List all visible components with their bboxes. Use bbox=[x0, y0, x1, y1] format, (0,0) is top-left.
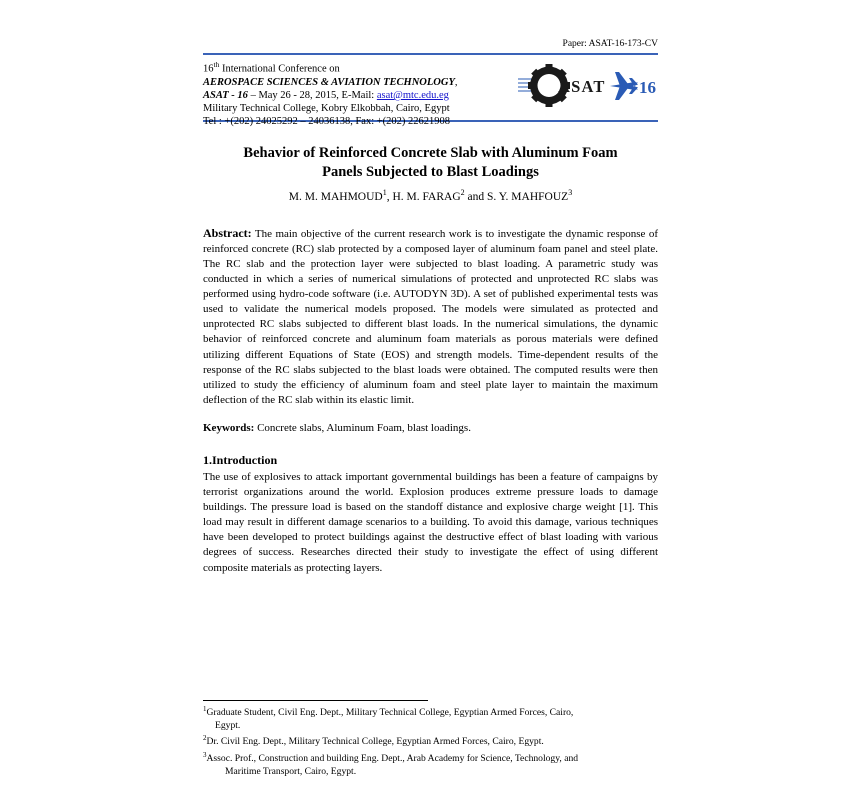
email-link[interactable]: asat@mtc.edu.eg bbox=[376, 89, 449, 101]
author-1-affil-marker: 1 bbox=[382, 188, 387, 197]
keywords-text: Concrete slabs, Aluminum Foam, blast loadings. bbox=[254, 421, 471, 434]
footnote-1-marker: 1 bbox=[203, 705, 207, 713]
introduction-text: The use of explosives to attack important governmental buildings has been a feature of campaigns by terrorist organizations around the world. Explosion produces extreme pressure loads to damage buildings. The pressure load is based on the standoff distance and explosive charge weight [1]. This load may result in different damage scenarios to a building. To avoid this damage, various techniques have been developed to protect buildings against the destructive effect of blast loading with various degrees of success. Researches directed their study to investigate the effect of using different composite materials as protecting layers. bbox=[203, 470, 658, 574]
header-conf-title: AEROSPACE SCIENCES & AVIATION TECHNOLOGY bbox=[203, 76, 455, 88]
abstract-text: The main objective of the current research work is to investigate the dynamic response of reinforced concrete (RC) slab protected by a composed layer of aluminum foam panel and steel plate. The RC slab and the protection layer were subjected to blast loading. A parametric study was conducted in which a series of numerical simulations of protected and unprotected RC slabs was performed using hydro-code software (i.e. AUTODYN 3D). A set of published experimental tests was used to validate the numerical models proposed. The models were simulated as protected and unprotected RC slabs subjected to different blast loads. In the numerical simulations, the dynamic behavior of reinforced concrete and aluminum foam materials as porous materials were defined utilizing different Equations of State (EOS) and strength models. Time-dependent results of the response of the RC slabs subjected to the blast loads were obtained. The computed results were then utilized to study the efficiency of aluminum foam and steel plate layer to maintain the maximum deflection of the RC slab within its elastic limit. bbox=[203, 227, 658, 406]
author-3: S. Y. MAHFOUZ bbox=[487, 190, 569, 203]
footnote-divider bbox=[203, 700, 428, 701]
header-conf-title-tail: , bbox=[454, 76, 458, 88]
logo-wordmark: ASAT bbox=[558, 77, 606, 96]
asat-logo bbox=[516, 57, 658, 114]
footnote-2-marker: 2 bbox=[203, 734, 207, 743]
header-conf-ordinal: th bbox=[213, 60, 220, 69]
introduction-heading: 1.Introduction bbox=[203, 452, 278, 467]
footnote-3-line1: Assoc. Prof., Construction and building Eng. Dept., Arab Academy for Science, Technology, and bbox=[206, 753, 579, 765]
author-sep-1: , bbox=[386, 190, 393, 203]
header-line-college: Military Technical College, Kobry Elkobbah, Cairo, Egypt bbox=[203, 103, 450, 115]
header-asat-rest: – May 26 - 28, 2015, E-Mail: bbox=[247, 89, 377, 101]
title-line-1: Behavior of Reinforced Concrete Slab with Aluminum Foam bbox=[243, 145, 618, 161]
header-line-tel: Tel : +(202) 24025292 – 24036138, Fax: +(202) 22621908 bbox=[203, 116, 451, 128]
conference-header-text bbox=[203, 58, 513, 129]
author-sep-2: and bbox=[464, 190, 488, 203]
header-asat-code: ASAT - 16 bbox=[203, 89, 248, 101]
header-conf-rest: International Conference on bbox=[219, 63, 340, 75]
conference-header bbox=[203, 53, 658, 128]
author-1: M. M. MAHMOUD bbox=[288, 190, 383, 203]
footnote-2-line1: Dr. Civil Eng. Dept., Military Technical College, Egyptian Armed Forces, Cairo, Egypt. bbox=[206, 736, 544, 748]
footnote-2 bbox=[203, 732, 658, 749]
footnote-1 bbox=[203, 703, 658, 732]
paper-content bbox=[203, 38, 658, 576]
asat-logo-svg bbox=[516, 57, 658, 114]
paper-id-line: Paper: ASAT-16-173-CV bbox=[562, 39, 658, 49]
author-3-affil-marker: 3 bbox=[568, 188, 573, 197]
page-title bbox=[203, 144, 658, 182]
abstract-label: Abstract: bbox=[203, 225, 252, 240]
footnotes-block bbox=[203, 700, 658, 779]
footnote-1-line2: Egypt. bbox=[215, 719, 241, 731]
author-2: H. M. FARAG bbox=[392, 190, 461, 203]
footnote-3-marker: 3 bbox=[203, 751, 207, 760]
logo-airplane-icon bbox=[610, 72, 638, 100]
header-line-title bbox=[203, 76, 513, 89]
footnote-1-line1: Graduate Student, Civil Eng. Dept., Military Technical College, Egyptian Armed Forces, Cairo, bbox=[206, 707, 574, 719]
abstract-section bbox=[203, 226, 658, 408]
logo-edition-number: 16 bbox=[639, 78, 656, 97]
author-list bbox=[203, 185, 658, 205]
title-line-2: Panels Subjected to Blast Loadings bbox=[322, 164, 539, 180]
keywords-label: Keywords: bbox=[203, 421, 255, 434]
header-conf-number: 16 bbox=[203, 63, 214, 75]
author-2-affil-marker: 2 bbox=[460, 188, 465, 197]
header-line-conference bbox=[203, 58, 513, 76]
keywords-section bbox=[203, 421, 658, 436]
footnote-3 bbox=[203, 749, 658, 778]
header-line-asat bbox=[203, 89, 513, 102]
footnote-3-line2: Maritime Transport, Cairo, Egypt. bbox=[225, 765, 357, 777]
